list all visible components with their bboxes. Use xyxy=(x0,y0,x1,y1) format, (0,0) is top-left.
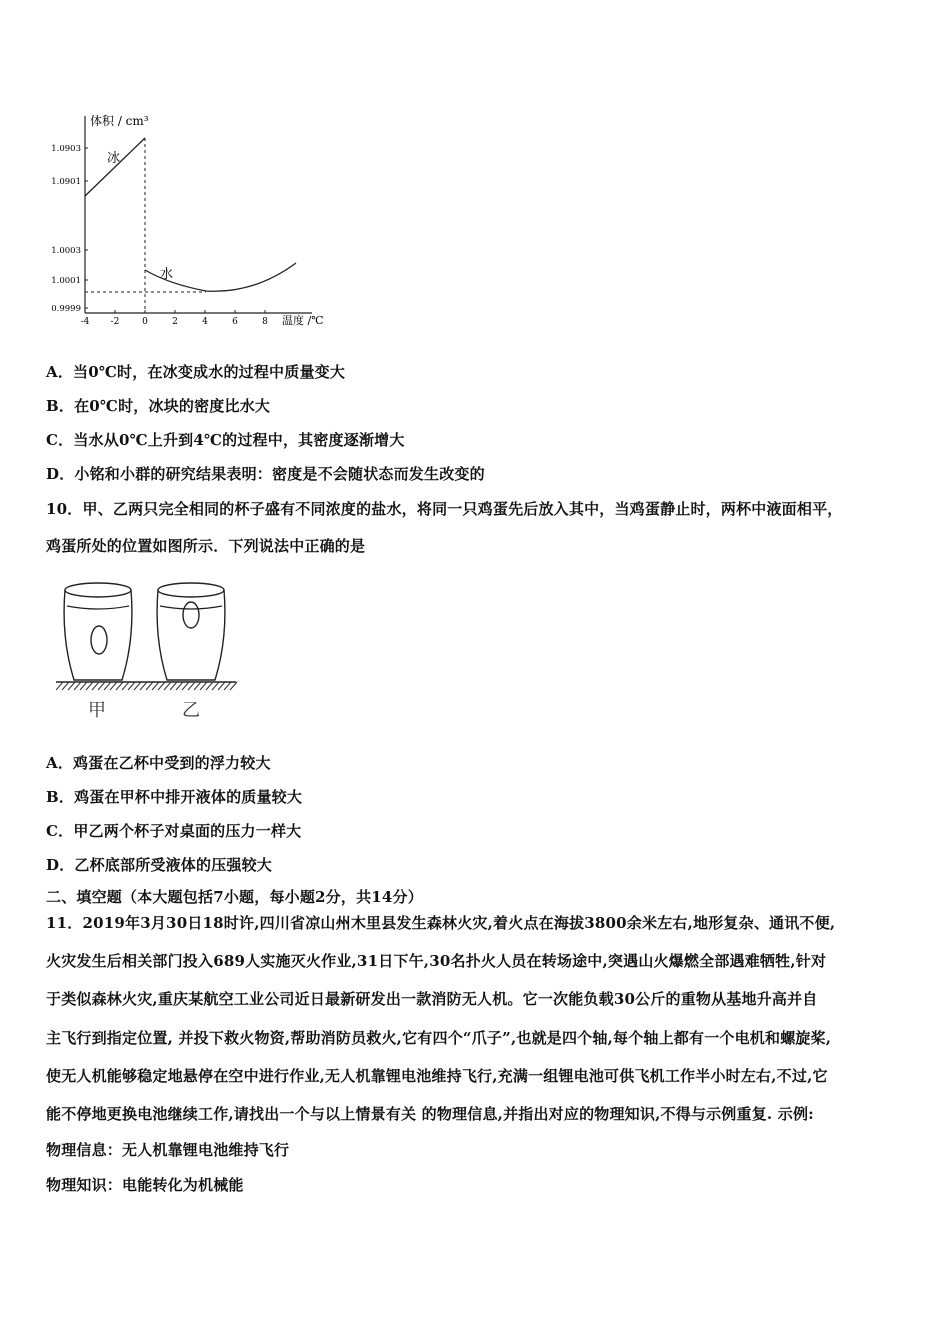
q10-option-a: A．鸡蛋在乙杯中受到的浮力较大 xyxy=(46,754,271,772)
hatch-line xyxy=(128,682,135,690)
q10-option-b: B．鸡蛋在甲杯中排开液体的质量较大 xyxy=(46,788,303,806)
q11-line2: 火灾发生后相关部门投入689人实施灭火作业,31日下午,30名扑火人员在转场途中,突遇山火爆燃全部遇难牺牲,针对 xyxy=(46,952,827,970)
x-axis-label: 温度 /℃ xyxy=(282,314,324,327)
hatch-line xyxy=(182,682,189,690)
cup-yi xyxy=(157,583,225,680)
y-tick-label: 1.0901 xyxy=(51,177,81,187)
egg-cups-figure xyxy=(56,578,240,723)
section2-title: 二、填空题（本大题包括7小题，每小题2分，共14分） xyxy=(46,888,423,906)
x-tick-label: 6 xyxy=(232,317,238,327)
hatch-line xyxy=(146,682,153,690)
q11-line5: 使无人机能够稳定地悬停在空中进行作业,无人机靠锂电池维持飞行,充满一组锂电池可供飞机工作半小时左右,不过,它 xyxy=(46,1067,828,1085)
ice-series-label: 冰 xyxy=(107,151,121,166)
volume-temperature-chart xyxy=(44,108,344,333)
egg-in-jia xyxy=(91,626,107,654)
cup-label-jia: 甲 xyxy=(88,700,106,721)
y-tick-label: 1.0903 xyxy=(51,144,81,154)
q10-stem-line1: 10．甲、乙两只完全相同的杯子盛有不同浓度的盐水，将同一只鸡蛋先后放入其中，当鸡蛋静止时，两杯中液面相平， xyxy=(46,500,843,518)
hatch-line xyxy=(62,682,69,690)
hatch-line xyxy=(194,682,201,690)
hatch-line xyxy=(110,682,117,690)
cup-label-yi: 乙 xyxy=(182,700,200,721)
y-tick-label: 1.0003 xyxy=(51,246,81,256)
table-hatching xyxy=(56,682,237,690)
hatch-line xyxy=(164,682,171,690)
q9-option-b: B．在0℃时，冰块的密度比水大 xyxy=(46,397,271,415)
hatch-line xyxy=(170,682,177,690)
y-axis-label: 体积 / cm³ xyxy=(90,114,149,128)
hatch-line xyxy=(134,682,141,690)
hatch-line xyxy=(104,682,111,690)
x-tick-label: 8 xyxy=(262,317,268,327)
hatch-line xyxy=(224,682,231,690)
ice-series-line xyxy=(85,138,145,196)
x-tick-label: -2 xyxy=(110,317,120,327)
q10-option-d: D．乙杯底部所受液体的压强较大 xyxy=(46,856,273,874)
q9-option-a: A．当0℃时，在冰变成水的过程中质量变大 xyxy=(46,363,346,381)
hatch-line xyxy=(74,682,81,690)
hatch-line xyxy=(206,682,213,690)
q9-option-d: D．小铭和小群的研究结果表明：密度是不会随状态而发生改变的 xyxy=(46,465,485,483)
x-tick-label: -4 xyxy=(80,317,90,327)
hatch-line xyxy=(86,682,93,690)
hatch-line xyxy=(152,682,159,690)
hatch-line xyxy=(56,682,63,690)
x-tick-label: 4 xyxy=(202,317,208,327)
q11-line6: 能不停地更换电池继续工作,请找出一个与以上情景有关 的物理信息,并指出对应的物理知识,不得与示例重复. 示例: xyxy=(46,1105,814,1123)
hatch-line xyxy=(116,682,123,690)
x-tick-label: 2 xyxy=(172,317,178,327)
q11-line4: 主飞行到指定位置, 并投下救火物资,帮助消防员救火,它有四个“爪子”,也就是四个轴,每个轴上都有一个电机和螺旋桨, xyxy=(46,1029,832,1047)
hatch-line xyxy=(176,682,183,690)
hatch-line xyxy=(158,682,165,690)
x-tick-label: 0 xyxy=(142,317,148,327)
hatch-line xyxy=(122,682,129,690)
q11-line1: 11．2019年3月30日18时许,四川省凉山州木里县发生森林火灾,着火点在海拔3800余米左右,地形复杂、通讯不便, xyxy=(46,914,836,932)
hatch-line xyxy=(230,682,237,690)
hatch-line xyxy=(200,682,207,690)
q11-physics-knowledge: 物理知识：电能转化为机械能 xyxy=(46,1176,244,1194)
egg-in-yi xyxy=(183,602,199,628)
y-tick-label: 0.9999 xyxy=(51,304,81,314)
hatch-line xyxy=(98,682,105,690)
hatch-line xyxy=(92,682,99,690)
q10-option-c: C．甲乙两个杯子对桌面的压力一样大 xyxy=(46,822,302,840)
water-series-label: 水 xyxy=(160,267,174,282)
hatch-line xyxy=(80,682,87,690)
hatch-line xyxy=(218,682,225,690)
y-tick-label: 1.0001 xyxy=(51,276,81,286)
hatch-line xyxy=(212,682,219,690)
hatch-line xyxy=(68,682,75,690)
cup-jia xyxy=(64,583,132,680)
q9-option-c: C．当水从0℃上升到4℃的过程中，其密度逐渐增大 xyxy=(46,431,405,449)
q11-line3: 于类似森林火灾,重庆某航空工业公司近日最新研发出一款消防无人机。它一次能负载30公斤的重物从基地升高并自 xyxy=(46,990,818,1008)
q11-physics-info: 物理信息：无人机靠锂电池维持飞行 xyxy=(46,1141,290,1159)
hatch-line xyxy=(140,682,147,690)
q10-stem-line2: 鸡蛋所处的位置如图所示．下列说法中正确的是 xyxy=(46,537,366,555)
hatch-line xyxy=(188,682,195,690)
